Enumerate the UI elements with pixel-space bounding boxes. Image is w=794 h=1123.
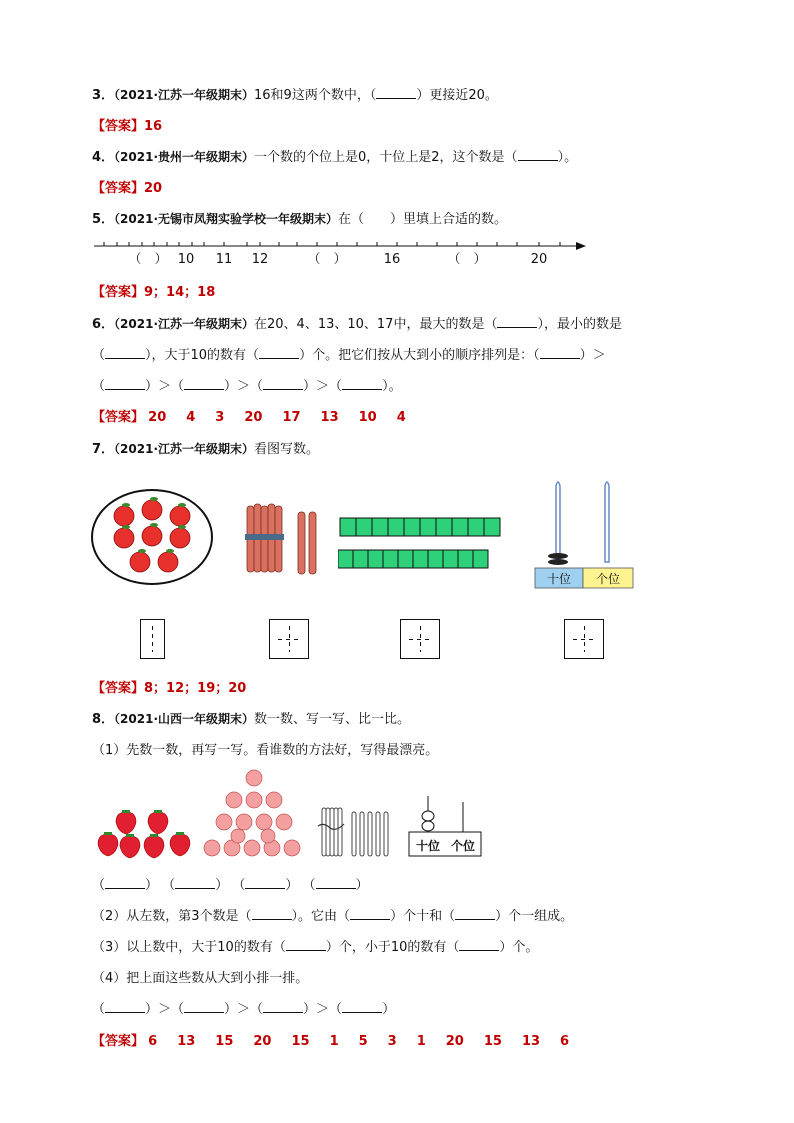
q8-text: ）个十和（ bbox=[390, 909, 456, 924]
nl-label-11: 11 bbox=[215, 252, 233, 267]
q7-line bbox=[92, 438, 319, 457]
q3-answer bbox=[92, 115, 162, 134]
q8-blank-count-4[interactable] bbox=[316, 876, 356, 889]
q8-text: 数一数、写一写、比一比。 bbox=[254, 712, 411, 727]
q6-blank-order-2[interactable] bbox=[105, 377, 145, 390]
q3-number: 3． bbox=[92, 88, 115, 103]
q7-answer bbox=[92, 677, 246, 696]
q8-text: ） bbox=[145, 878, 159, 893]
q8-text: （ bbox=[302, 878, 316, 893]
q7-number: 7． bbox=[92, 442, 115, 457]
nl-label-12: 12 bbox=[251, 252, 269, 267]
q4-text-a: 一个数的个位上是0，十位上是2，这个数是（ bbox=[254, 150, 518, 165]
q8-text: ） bbox=[285, 878, 299, 893]
q8-number: 8． bbox=[92, 712, 115, 727]
q3-blank[interactable] bbox=[376, 86, 416, 99]
q6-text: ）＞ bbox=[579, 348, 606, 363]
q4-answer bbox=[92, 177, 162, 196]
q6-text: ）个。把它们按从大到小的顺序排列是：（ bbox=[299, 348, 540, 363]
q8-text: （3）以上数中，大于10的数有（ bbox=[92, 940, 286, 955]
q6-text: 在20、4、13、10、17中，最大的数是（ bbox=[254, 317, 498, 332]
q8-text: （ bbox=[92, 878, 106, 893]
q3-text-b: ）更接近20。 bbox=[416, 88, 498, 103]
q8-line bbox=[92, 708, 410, 727]
q8-text: ）＞（ bbox=[303, 1002, 343, 1017]
abacus-q8 bbox=[408, 794, 484, 858]
q5-line bbox=[92, 208, 507, 227]
q6-line-2 bbox=[92, 344, 606, 363]
q6-answer-value: 3 bbox=[215, 410, 225, 425]
bundle-and-sticks bbox=[316, 806, 396, 858]
q6-text: ）＞（ bbox=[224, 379, 264, 394]
q8-part-1: （1）先数一数，再写一写。看谁数的方法好，写得最漂亮。 bbox=[92, 743, 439, 758]
q3-line bbox=[92, 84, 498, 103]
q6-line-3 bbox=[92, 375, 402, 394]
q8-answer-value: 3 bbox=[387, 1034, 397, 1049]
q4-blank[interactable] bbox=[518, 148, 558, 161]
q8-text: （ bbox=[92, 1002, 106, 1017]
q8-part-3 bbox=[92, 936, 538, 955]
q8-answer-value: 13 bbox=[521, 1034, 541, 1049]
q3-text-a: 16和9这两个数中，（ bbox=[254, 88, 377, 103]
q8-text: ） bbox=[215, 878, 229, 893]
q8-text: ）个，小于10的数有（ bbox=[325, 940, 460, 955]
q7-text: 看图写数。 bbox=[254, 442, 320, 457]
q6-blank-max[interactable] bbox=[497, 315, 537, 328]
q8-blank-count-1[interactable] bbox=[105, 876, 145, 889]
q6-blank-order-1[interactable] bbox=[540, 346, 580, 359]
q7-answer-value: 8；12；19；20 bbox=[144, 681, 247, 696]
q8-blank-count-2[interactable] bbox=[175, 876, 215, 889]
q6-blank-count[interactable] bbox=[259, 346, 299, 359]
q6-number: 6． bbox=[92, 317, 115, 332]
q4-answer-value: 20 bbox=[144, 181, 163, 196]
answer-box[interactable] bbox=[400, 619, 440, 659]
q6-text: ）＞（ bbox=[303, 379, 343, 394]
q8-text: ）＞（ bbox=[145, 1002, 185, 1017]
answer-label: 【答案】 bbox=[92, 119, 145, 134]
q8-part-4: （4）把上面这些数从大到小排一排。 bbox=[92, 971, 309, 986]
q6-blank-order-4[interactable] bbox=[263, 377, 303, 390]
q8-text: ）个一组成。 bbox=[495, 909, 574, 924]
q6-answer-value: 17 bbox=[282, 410, 301, 425]
q8-blank-order-1[interactable] bbox=[105, 1000, 145, 1013]
nl-label-blank-3[interactable]: （ ） bbox=[447, 252, 487, 267]
q8-text: （ bbox=[232, 878, 246, 893]
q8-answer bbox=[92, 1030, 589, 1049]
number-line-ticks bbox=[104, 242, 560, 246]
q8-blank-ones[interactable] bbox=[455, 907, 495, 920]
q4-line bbox=[92, 146, 577, 165]
q8-answer-value: 6 bbox=[560, 1034, 570, 1049]
q6-answer bbox=[92, 406, 426, 425]
stick-bundle bbox=[243, 498, 323, 576]
answer-box[interactable] bbox=[269, 619, 309, 659]
answer-label: 【答案】 bbox=[92, 285, 145, 300]
q3-source: （2021·江苏一年级期末） bbox=[114, 88, 255, 102]
q6-text: （ bbox=[92, 379, 106, 394]
q5-answer-value: 9；14；18 bbox=[144, 285, 216, 300]
q5-answer bbox=[92, 281, 215, 300]
nl-label-16: 16 bbox=[383, 252, 401, 267]
q8-text: ） bbox=[355, 878, 369, 893]
q8-text: ）个。 bbox=[499, 940, 539, 955]
abacus-label-tens: 十位 bbox=[415, 839, 441, 853]
q6-answer-value: 20 bbox=[148, 410, 167, 425]
apple-plate bbox=[90, 488, 215, 586]
q4-text-b: ）。 bbox=[557, 150, 578, 165]
q5-number: 5． bbox=[92, 212, 115, 227]
q6-blank-order-5[interactable] bbox=[342, 377, 382, 390]
q8-text: ）。它由（ bbox=[291, 909, 351, 924]
q6-blank-min[interactable] bbox=[105, 346, 145, 359]
q6-text: ），最小的数是 bbox=[537, 317, 622, 332]
q4-number: 4． bbox=[92, 150, 115, 165]
q6-text: ）。 bbox=[382, 379, 402, 394]
q8-answer-value: 6 bbox=[148, 1034, 158, 1049]
q8-blank-order-2[interactable] bbox=[184, 1000, 224, 1013]
q8-blank-order-3[interactable] bbox=[263, 1000, 303, 1013]
q6-text: ），大于10的数有（ bbox=[145, 348, 260, 363]
q8-blank-less[interactable] bbox=[459, 938, 499, 951]
q8-answer-value: 15 bbox=[291, 1034, 310, 1049]
abacus-label-tens: 十位 bbox=[546, 572, 572, 586]
peach-pyramid bbox=[198, 768, 310, 862]
q3-answer-value: 16 bbox=[144, 119, 163, 134]
q8-source: （2021·山西一年级期末） bbox=[114, 712, 255, 726]
q8-blank-greater[interactable] bbox=[286, 938, 326, 951]
q5-source: （2021·无锡市凤翔实验学校一年级期末） bbox=[114, 212, 339, 226]
q8-blank-order-4[interactable] bbox=[342, 1000, 382, 1013]
q5-text: 在（ ）里填上合适的数。 bbox=[338, 212, 508, 227]
q4-source: （2021·贵州一年级期末） bbox=[114, 150, 255, 164]
nl-label-10: 10 bbox=[177, 252, 195, 267]
q6-answer-value: 10 bbox=[358, 410, 377, 425]
q6-answer-value: 20 bbox=[244, 410, 263, 425]
answer-label: 【答案】 bbox=[92, 181, 145, 196]
answer-label: 【答案】 bbox=[92, 1034, 145, 1049]
q8-answer-value: 1 bbox=[416, 1034, 426, 1049]
q8-text: ） bbox=[382, 1002, 396, 1017]
q8-order-blanks bbox=[92, 998, 395, 1017]
nl-label-blank-1[interactable]: （ ） bbox=[128, 252, 168, 267]
nl-label-20: 20 bbox=[530, 252, 548, 267]
q7-source: （2021·江苏一年级期末） bbox=[114, 442, 255, 456]
q6-answer-value: 4 bbox=[186, 410, 196, 425]
q6-answer-value: 4 bbox=[396, 410, 406, 425]
q6-answer-value: 13 bbox=[320, 410, 339, 425]
number-line bbox=[92, 232, 592, 268]
q8-blank-third[interactable] bbox=[252, 907, 292, 920]
q8-text: （2）从左数，第3个数是（ bbox=[92, 909, 252, 924]
answer-box[interactable] bbox=[140, 619, 165, 659]
q8-answer-value: 1 bbox=[329, 1034, 339, 1049]
q6-text: （ bbox=[92, 348, 106, 363]
q8-answer-value: 20 bbox=[253, 1034, 272, 1049]
strawberries bbox=[96, 808, 196, 860]
abacus-label-ones: 个位 bbox=[450, 839, 476, 853]
q8-answer-value: 15 bbox=[215, 1034, 234, 1049]
cube-rods bbox=[338, 512, 508, 576]
abacus-q7 bbox=[534, 476, 634, 590]
q8-answer-value: 13 bbox=[177, 1034, 196, 1049]
q8-answer-value: 20 bbox=[445, 1034, 464, 1049]
nl-label-blank-2[interactable]: （ ） bbox=[307, 252, 347, 267]
q8-blank-tens[interactable] bbox=[350, 907, 390, 920]
q8-text: ）＞（ bbox=[224, 1002, 264, 1017]
answer-label: 【答案】 bbox=[92, 681, 145, 696]
q8-answer-value: 5 bbox=[358, 1034, 368, 1049]
answer-label: 【答案】 bbox=[92, 410, 145, 425]
q6-blank-order-3[interactable] bbox=[184, 377, 224, 390]
q6-text: ）＞（ bbox=[145, 379, 185, 394]
abacus-label-ones: 个位 bbox=[595, 572, 621, 586]
q8-text: （ bbox=[162, 878, 176, 893]
q6-source: （2021·江苏一年级期末） bbox=[114, 317, 255, 331]
q8-answer-value: 15 bbox=[483, 1034, 502, 1049]
q8-blank-count-3[interactable] bbox=[245, 876, 285, 889]
q6-line-1 bbox=[92, 313, 622, 332]
peach-icon bbox=[204, 770, 300, 856]
q8-part-2 bbox=[92, 905, 573, 924]
q8-count-blanks bbox=[92, 874, 369, 893]
answer-box[interactable] bbox=[564, 619, 604, 659]
